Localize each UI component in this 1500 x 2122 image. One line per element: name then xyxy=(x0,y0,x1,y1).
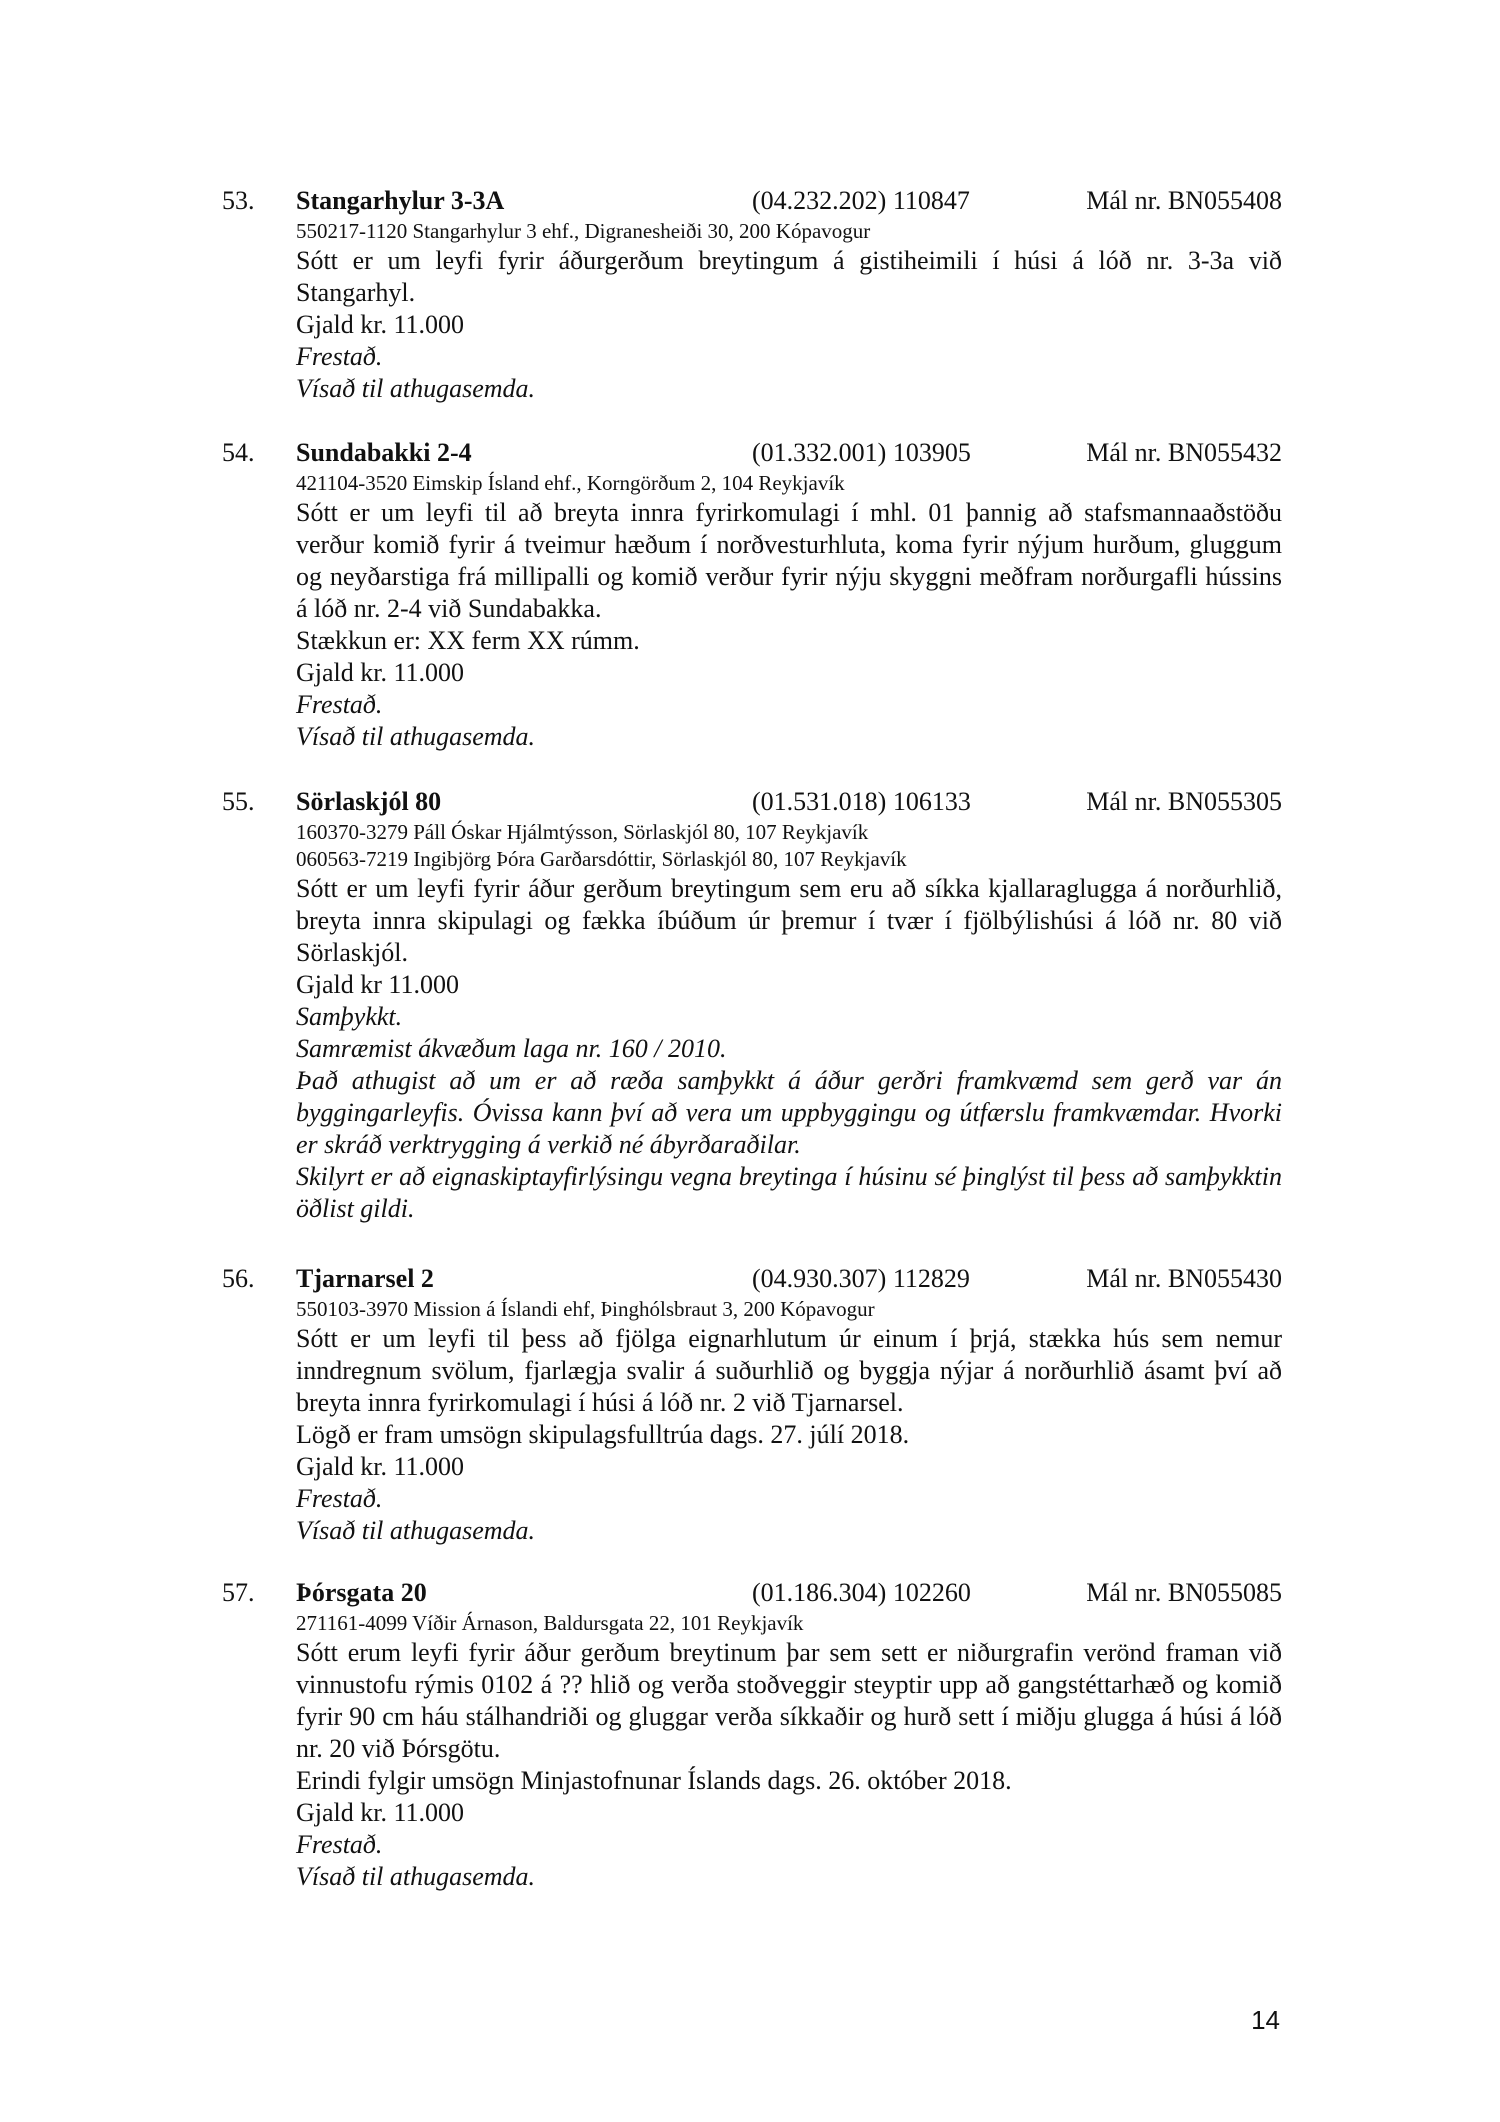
fee: Gjald kr. 11.000 xyxy=(296,1798,465,1827)
case-56 xyxy=(222,1262,1282,1547)
outcome: Vísað til athugasemda. xyxy=(296,722,536,751)
case-description: Sótt er um leyfi til að breyta innra fyrirkomulagi í mhl. 01 þannig að stafsmannaaðstöðu verður komið fyrir á tveimur hæðum í norðvesturhluta, koma fyrir nýjum hurðum, gluggum og neyðarstiga frá millipalli og komið verður fyrir nýju skyggni meðfram norðurgafli hússins á lóð nr. 2-4 við Sundabakka. xyxy=(296,498,1282,623)
outcome: Vísað til athugasemda. xyxy=(296,1862,536,1891)
applicant: 271161-4099 Víðir Árnason, Baldursgata 22, 101 Reykjavík xyxy=(296,1611,804,1635)
case-title: Sundabakki 2-4 xyxy=(296,438,472,467)
case-number: 54. xyxy=(222,438,255,467)
case-header xyxy=(222,184,1282,218)
applicant: 550103-3970 Mission á Íslandi ehf, Þinghólsbraut 3, 200 Kópavogur xyxy=(296,1297,875,1321)
case-header xyxy=(222,1262,1282,1296)
case-53 xyxy=(222,184,1282,405)
note: Erindi fylgir umsögn Minjastofnunar Íslands dags. 26. október 2018. xyxy=(296,1766,1012,1795)
case-number-ref: Mál nr. BN055432 xyxy=(1086,438,1282,467)
outcome: Vísað til athugasemda. xyxy=(296,374,536,403)
case-number: 56. xyxy=(222,1264,255,1293)
case-title: Þórsgata 20 xyxy=(296,1578,427,1607)
outcome: Samþykkt. xyxy=(296,1002,403,1031)
outcome: Frestað. xyxy=(296,1484,383,1513)
case-number: 57. xyxy=(222,1578,255,1607)
applicant: 160370-3279 Páll Óskar Hjálmtýsson, Sörlaskjól 80, 107 Reykjavík xyxy=(296,820,869,844)
page-number: 14 xyxy=(1251,2005,1280,2035)
case-number-ref: Mál nr. BN055430 xyxy=(1086,1264,1282,1293)
property-reference: (01.531.018) 106133 xyxy=(752,787,971,816)
case-description: Sótt er um leyfi fyrir áðurgerðum breytingum á gistiheimili í húsi á lóð nr. 3-3a við Stangarhyl. xyxy=(296,246,1282,307)
outcome: Samræmist ákvæðum laga nr. 160 / 2010. xyxy=(296,1034,727,1063)
case-number-ref: Mál nr. BN055085 xyxy=(1086,1578,1282,1607)
case-description: Sótt er um leyfi til þess að fjölga eignarhlutum úr einum í þrjá, stækka hús sem nemur inndregnum svölum, fjarlægja svalir á suðurhlið og byggja nýjar á norðurhlið ásamt því að breyta innra fyrirkomulagi í húsi á lóð nr. 2 við Tjarnarsel. xyxy=(296,1324,1282,1417)
fee: Gjald kr. 11.000 xyxy=(296,1452,465,1481)
case-number-ref: Mál nr. BN055305 xyxy=(1086,787,1282,816)
fee: Gjald kr 11.000 xyxy=(296,970,459,999)
case-number: 55. xyxy=(222,787,255,816)
case-title: Stangarhylur 3-3A xyxy=(296,186,505,215)
outcome-remark: Það athugist að um er að ræða samþykkt á áður gerðri framkvæmd sem gerð var án byggingarleyfis. Óvissa kann því að vera um uppbyggingu og útfærslu framkvæmdar. Hvorki er skráð verktrygging á verkið né ábyrðaraðilar. xyxy=(296,1066,1282,1159)
outcome: Frestað. xyxy=(296,1830,383,1859)
note: Lögð er fram umsögn skipulagsfulltrúa dags. 27. júlí 2018. xyxy=(296,1420,910,1449)
outcome: Frestað. xyxy=(296,690,383,719)
case-55 xyxy=(222,785,1282,1225)
case-header xyxy=(222,785,1282,819)
outcome: Vísað til athugasemda. xyxy=(296,1516,536,1545)
note: Stækkun er: XX ferm XX rúmm. xyxy=(296,626,640,655)
property-reference: (04.232.202) 110847 xyxy=(752,186,970,215)
case-57 xyxy=(222,1576,1282,1893)
applicant: 421104-3520 Eimskip Ísland ehf., Korngörðum 2, 104 Reykjavík xyxy=(296,471,845,495)
property-reference: (01.186.304) 102260 xyxy=(752,1578,971,1607)
case-title: Tjarnarsel 2 xyxy=(296,1264,434,1293)
case-number-ref: Mál nr. BN055408 xyxy=(1086,186,1282,215)
case-number: 53. xyxy=(222,186,255,215)
case-54 xyxy=(222,436,1282,753)
fee: Gjald kr. 11.000 xyxy=(296,310,465,339)
case-header xyxy=(222,436,1282,470)
property-reference: (04.930.307) 112829 xyxy=(752,1264,970,1293)
case-description: Sótt erum leyfi fyrir áður gerðum breytinum þar sem sett er niðurgrafin verönd framan við vinnustofu rýmis 0102 á ?? hlið og verða stoðveggir steyptir upp að gangstéttarhæð og komið fyrir 90 cm háu stálhandriði og gluggar verða síkkaðir og hurð sett í miðju glugga á húsi á lóð nr. 20 við Þórsgötu. xyxy=(296,1638,1282,1763)
outcome-condition: Skilyrt er að eignaskiptayfirlýsingu vegna breytinga í húsinu sé þinglýst til þess að samþykktin öðlist gildi. xyxy=(296,1162,1282,1223)
fee: Gjald kr. 11.000 xyxy=(296,658,465,687)
case-description: Sótt er um leyfi fyrir áður gerðum breytingum sem eru að síkka kjallaraglugga á norðurhlið, breyta innra skipulagi og fækka íbúðum úr þremur í tvær í fjölbýlishúsi á lóð nr. 80 við Sörlaskjól. xyxy=(296,874,1282,967)
applicant: 550217-1120 Stangarhylur 3 ehf., Digranesheiði 30, 200 Kópavogur xyxy=(296,219,871,243)
applicant: 060563-7219 Ingibjörg Þóra Garðarsdóttir, Sörlaskjól 80, 107 Reykjavík xyxy=(296,847,907,871)
outcome: Frestað. xyxy=(296,342,383,371)
property-reference: (01.332.001) 103905 xyxy=(752,438,971,467)
case-title: Sörlaskjól 80 xyxy=(296,787,442,816)
case-header xyxy=(222,1576,1282,1610)
